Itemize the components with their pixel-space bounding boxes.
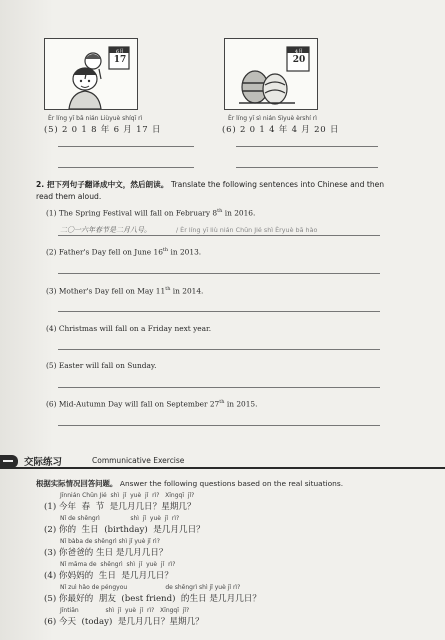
picture-frame-easter-eggs — [224, 38, 318, 110]
section-2-title-en-1: Translate the following sentences into Chinese and then — [170, 180, 385, 189]
calendar-month: 6月 — [115, 49, 125, 55]
calendar-day: 17 — [113, 55, 127, 65]
question-6-pinyin: Jīntiān shì jǐ yuè jǐ rì? Xīngqī jǐ? — [60, 607, 190, 614]
item-5-date: (5) 2 0 1 8 年 6 月 17 日 — [44, 125, 162, 135]
section-marker-icon — [0, 455, 18, 468]
sentence-6: (6) Mid-Autumn Day will fall on September 27th in 2015. — [46, 399, 258, 409]
calendar-month: 4月 — [294, 49, 304, 55]
question-5: (5) 你最好的 朋友 (best friend) 的生日 是几月几日？ — [44, 594, 261, 604]
answer-line[interactable] — [58, 146, 194, 147]
section-3-instruction: 根据实际情况回答问题。 Answer the following questions based on the real situations. — [36, 479, 344, 488]
section-2-number: 2. — [36, 180, 45, 189]
sentence-5: (5) Easter will fall on Sunday. — [46, 361, 157, 370]
answer-line[interactable] — [58, 387, 380, 388]
sentence-2: (2) Father's Day fell on June 16th in 2013. — [46, 247, 202, 257]
question-1-pinyin: Jīnnián Chūn Jié shì jǐ yuè jǐ rì? Xīngqī jǐ? — [60, 492, 195, 499]
question-6: (6) 今天 (today) 是几月几日？星期几？ — [44, 617, 204, 627]
picture-frame-father-son — [44, 38, 138, 110]
sentence-4: (4) Christmas will fall on a Friday next year. — [46, 324, 212, 333]
section-2-title-cn: 把下列句子翻译成中文，然后朗读。 — [46, 180, 169, 189]
question-1: (1) 今年 春 节 是几月几日？星期几？ — [44, 502, 196, 512]
item-5-pinyin: Èr líng yī bā nián Liùyuè shíqī rì — [48, 115, 143, 122]
question-5-pinyin: Nǐ zuì hǎo de péngyou de shēngrì shì jǐ yuè jǐ rì? — [60, 584, 241, 591]
answer-line[interactable] — [236, 167, 378, 168]
question-3: (3) 你爸爸的 生日 是几月几日？ — [44, 548, 168, 558]
question-4-pinyin: Nǐ māma de shēngrì shì jǐ yuè jǐ rì? — [60, 561, 176, 568]
answer-line[interactable] — [58, 311, 380, 312]
banner-rule — [0, 467, 445, 469]
answer-line[interactable] — [58, 349, 380, 350]
answer-line[interactable] — [58, 167, 194, 168]
answer-line[interactable] — [58, 425, 380, 426]
section-2-heading — [36, 179, 416, 203]
handwritten-answer-pinyin: / Èr líng yī liù nián Chūn Jié shì Èryuè bā hào — [176, 226, 318, 234]
sentence-1: (1) The Spring Festival will fall on February 8th in 2016. — [46, 208, 256, 218]
section-2-title-en-2: read them aloud. — [36, 192, 102, 201]
section-3-title-cn: 交际练习 — [24, 457, 63, 468]
calendar-day: 20 — [292, 55, 306, 65]
section-3-title-en: Communicative Exercise — [92, 456, 185, 465]
answer-line[interactable] — [58, 235, 380, 236]
answer-line[interactable] — [236, 146, 378, 147]
question-2-pinyin: Nǐ de shēngrì shì jǐ yuè jǐ rì? — [60, 515, 180, 522]
answer-line[interactable] — [58, 273, 380, 274]
question-3-pinyin: Nǐ bàba de shēngrì shì jǐ yuè jǐ rì? — [60, 538, 160, 545]
section-3-banner — [0, 453, 445, 469]
item-6-pinyin: Èr líng yī sì nián Sìyuè èrshí rì — [228, 115, 317, 122]
item-6-date: (6) 2 0 1 4 年 4 月 20 日 — [222, 125, 340, 135]
sentence-3: (3) Mother's Day fell on May 11th in 2014. — [46, 286, 204, 296]
question-2: (2) 你的 生日 (birthday) 是几月几日？ — [44, 525, 205, 535]
question-4: (4) 你妈妈的 生日 是几月几日？ — [44, 571, 173, 581]
handwritten-answer: 二〇一六年春节是二月八号。 — [60, 226, 151, 234]
